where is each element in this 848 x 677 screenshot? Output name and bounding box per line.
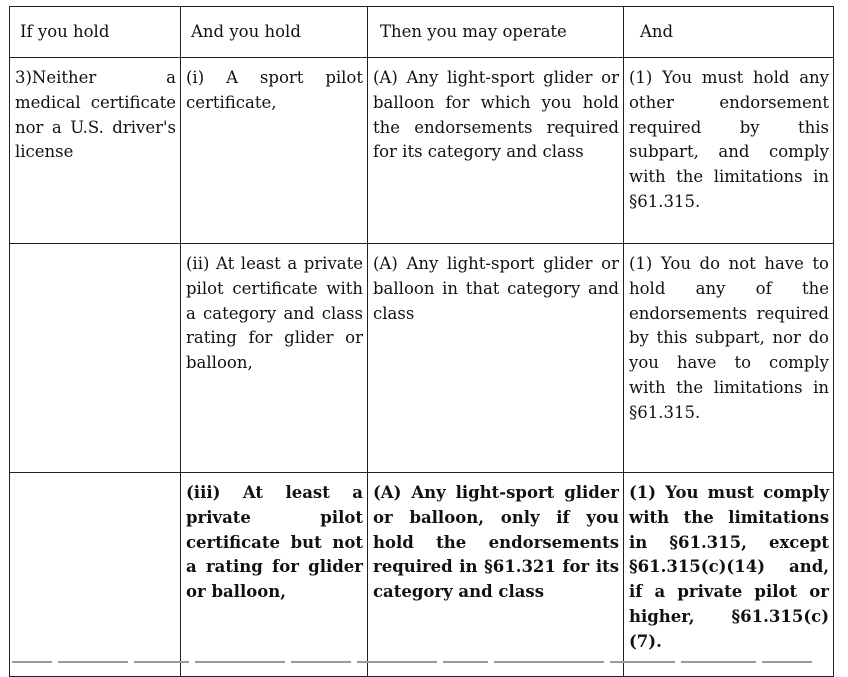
cell-text: 3)Neither a medical certificate nor a U.S. driver's license [15, 68, 176, 162]
table-row [10, 244, 834, 473]
table-cell [181, 58, 368, 244]
table-cell [368, 473, 624, 677]
table-cell [624, 58, 834, 244]
table-cell [624, 473, 834, 677]
table-cell [10, 473, 181, 677]
cell-text: (i) A sport pilot certificate, [186, 68, 363, 112]
header-then-you-may-operate [368, 7, 624, 58]
header-label: If you hold [20, 21, 110, 41]
cut-off-next-line [12, 661, 832, 667]
operating-privileges-table [9, 6, 834, 677]
table-cell [368, 58, 624, 244]
cell-text: (A) Any light-sport glider or balloon, only if you hold the endorsements required in §61.321 for its category and class [373, 483, 619, 602]
cell-text: (ii) At least a private pilot certificate with a category and class rating for glider or balloon, [186, 254, 363, 373]
table-cell [10, 58, 181, 244]
header-and [624, 7, 834, 58]
cell-text: (iii) At least a private pilot certificate but not a rating for glider or balloon, [186, 483, 363, 602]
table-cell [181, 473, 368, 677]
table-header-row [10, 7, 834, 58]
header-label: And [640, 21, 674, 41]
cell-text: (1) You must comply with the limitations in §61.315, except §61.315(c)(14) and, if a private pilot or higher, §61.315(c)(7). [629, 483, 829, 651]
header-label: And you hold [191, 21, 301, 41]
table-cell [368, 244, 624, 473]
table-row [10, 58, 834, 244]
table-row [10, 473, 834, 677]
cell-text: (1) You do not have to hold any of the endorsements required by this subpart, nor do you have to comply with the limitations in §61.315. [629, 254, 829, 422]
table-cell [624, 244, 834, 473]
header-label: Then you may operate [380, 21, 567, 41]
header-and-you-hold [181, 7, 368, 58]
header-if-you-hold [10, 7, 181, 58]
cell-text: (1) You must hold any other endorsement required by this subpart, and comply with the limitations in §61.315. [629, 68, 829, 211]
table-cell [10, 244, 181, 473]
table-cell [181, 244, 368, 473]
cell-text: (A) Any light-sport glider or balloon for which you hold the endorsements required for its category and class [373, 68, 619, 162]
cell-text: (A) Any light-sport glider or balloon in that category and class [373, 254, 619, 323]
